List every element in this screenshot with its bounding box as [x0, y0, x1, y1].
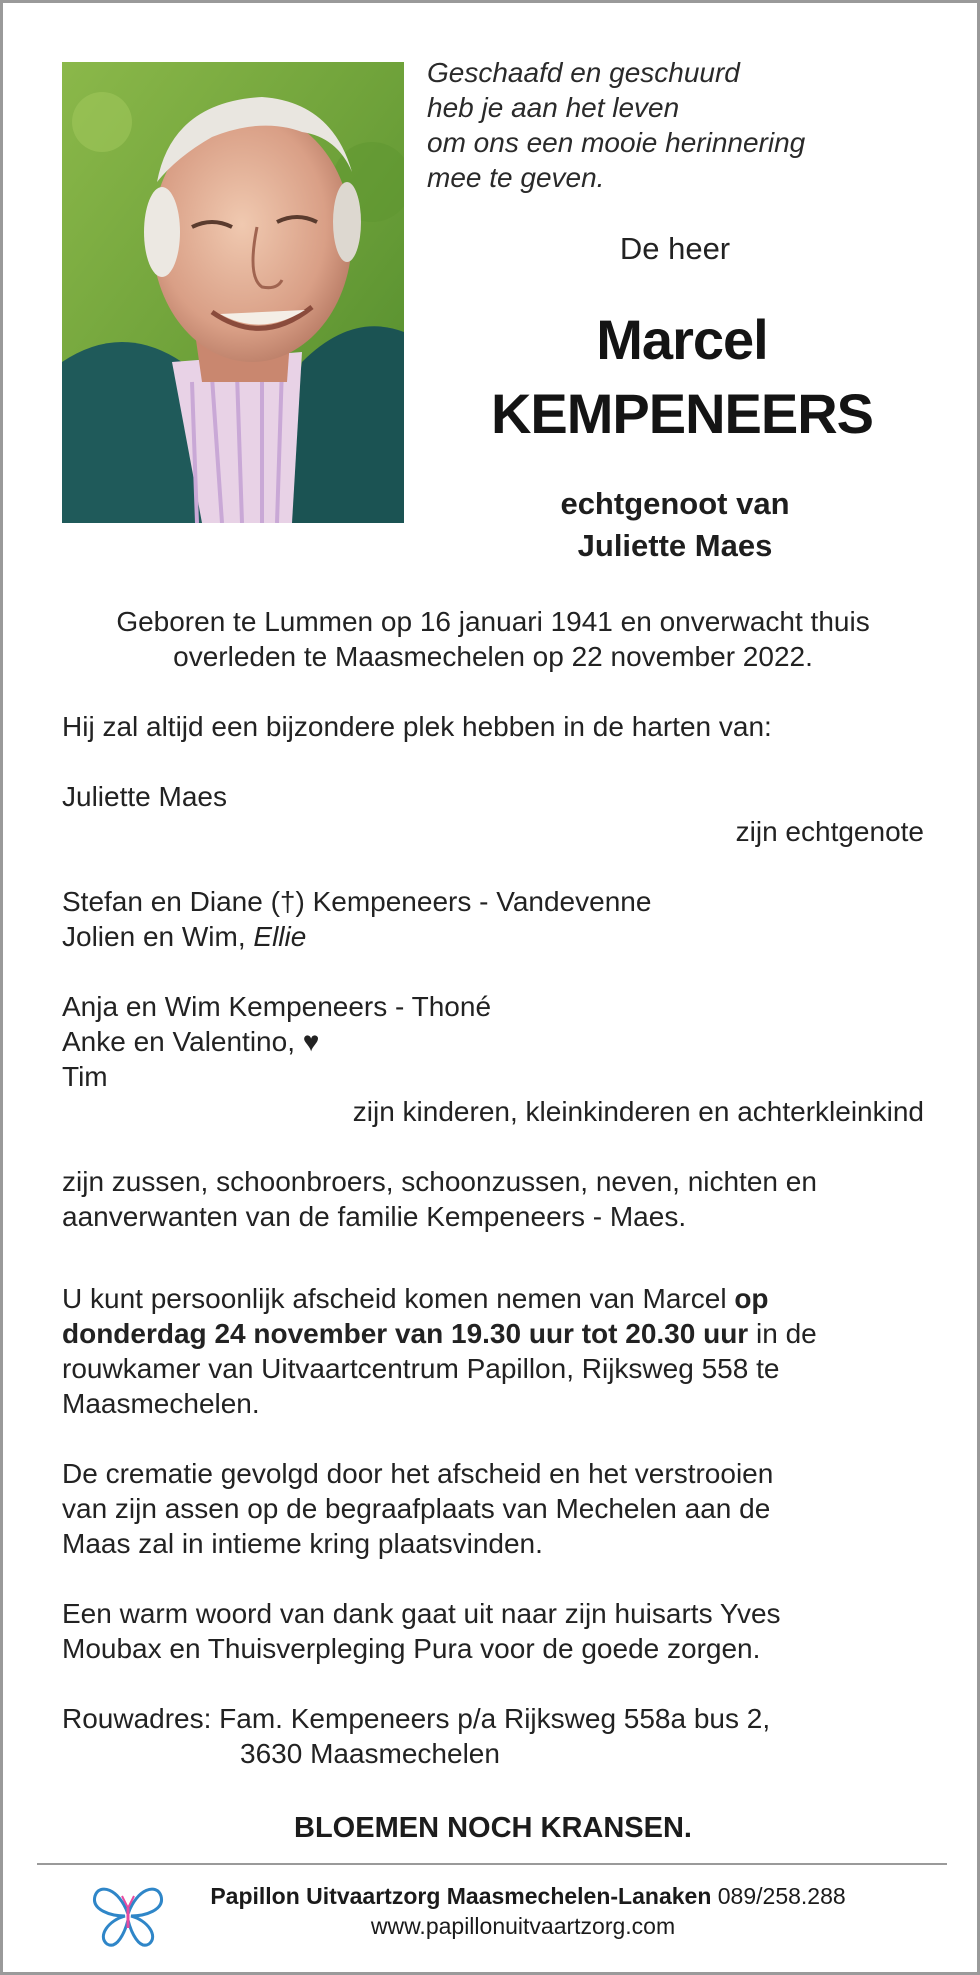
funeral-home-phone: 089/258.288 [711, 1883, 846, 1909]
poem [427, 55, 947, 195]
portrait-photo [62, 62, 404, 523]
footer-divider [37, 1863, 947, 1865]
extended-family-line: aanverwanten van de familie Kempeneers - Maes. [62, 1201, 687, 1232]
address-line: 3630 Maasmechelen [240, 1738, 500, 1769]
cremation-info [62, 1456, 924, 1561]
funeral-home-line [3, 1883, 980, 1910]
wife-name: Juliette Maes [62, 781, 227, 812]
grandchild-line-2: Anke en Valentino, ♥ [62, 1026, 320, 1057]
thanks-line: Een warm woord van dank gaat uit naar zijn huisarts Yves [62, 1598, 781, 1629]
birth-death-info [43, 604, 943, 674]
thanks-info [62, 1596, 924, 1666]
child-family-1: Stefan en Diane (†) Kempeneers - Vandevenne [62, 886, 652, 917]
funeral-home-website: www.papillonuitvaartzorg.com [370, 1913, 676, 1939]
cremation-line: van zijn assen op de begraafplaats van Mechelen aan de [62, 1493, 771, 1524]
address-line: Rouwadres: Fam. Kempeneers p/a Rijksweg 558a bus 2, [62, 1703, 771, 1734]
extended-family-line: zijn zussen, schoonbroers, schoonzussen, neven, nichten en [62, 1166, 817, 1197]
wife-role: zijn echtgenote [735, 816, 924, 847]
closing-note: BLOEMEN NOCH KRANSEN. [294, 1812, 692, 1844]
spouse-relation: echtgenoot van [560, 486, 790, 521]
cremation-line: De crematie gevolgd door het afscheid en het verstrooien [62, 1458, 774, 1489]
poem-line: Geschaafd en geschuurd [427, 57, 740, 88]
first-name: Marcel [596, 308, 768, 371]
visitation-info [62, 1281, 924, 1421]
intro-text: Hij zal altijd een bijzondere plek hebben in de harten van: [62, 711, 772, 742]
thanks-line: Moubax en Thuisverpleging Pura voor de goede zorgen. [62, 1633, 761, 1664]
extended-family [62, 1164, 924, 1234]
grandchild-line-3: Tim [62, 1061, 108, 1092]
last-name: KEMPENEERS [490, 382, 874, 445]
deceased-name [427, 303, 937, 451]
grandchild-names: Jolien en Wim, [62, 921, 254, 952]
child-family-2: Anja en Wim Kempeneers - Thoné [62, 991, 492, 1022]
visitation-line: U kunt persoonlijk afscheid komen nemen van Marcel op [62, 1283, 769, 1314]
poem-line: heb je aan het leven [427, 92, 680, 123]
grandchild-line-1 [62, 919, 924, 954]
cremation-line: Maas zal in intieme kring plaatsvinden. [62, 1528, 543, 1559]
mourning-address [62, 1701, 924, 1771]
poem-line: mee te geven. [427, 162, 605, 193]
poem-line: om ons een mooie herinnering [427, 127, 806, 158]
visitation-line: rouwkamer van Uitvaartcentrum Papillon, Rijksweg 558 te [62, 1353, 780, 1384]
spouse-info [427, 483, 923, 567]
death-line: overleden te Maasmechelen op 22 november 2022. [173, 641, 813, 672]
children-role: zijn kinderen, kleinkinderen en achterkleinkind [352, 1096, 924, 1127]
spouse-name: Juliette Maes [577, 528, 773, 563]
honorific: De heer [619, 231, 731, 266]
visitation-line: donderdag 24 november van 19.30 uur tot 20.30 uur in de [62, 1318, 817, 1349]
great-grandchild-name: Ellie [253, 921, 307, 952]
funeral-home-name: Papillon Uitvaartzorg Maasmechelen-Lanaken [210, 1883, 712, 1909]
visitation-line: Maasmechelen. [62, 1388, 260, 1419]
birth-line: Geboren te Lummen op 16 januari 1941 en onverwacht thuis [116, 606, 870, 637]
